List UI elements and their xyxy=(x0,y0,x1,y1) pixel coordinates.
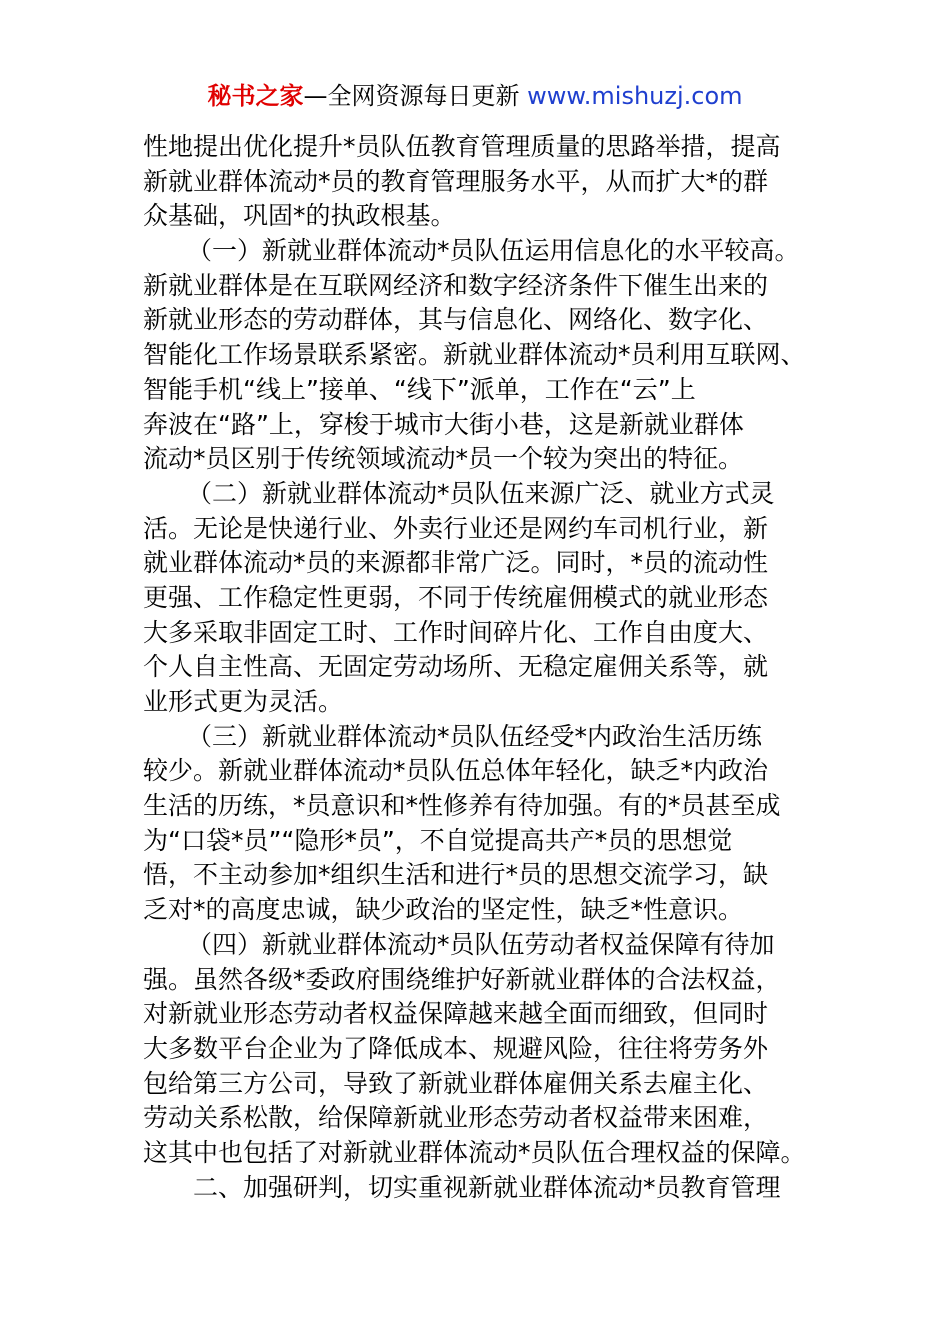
text-line: 对新就业形态劳动者权益保障越来越全面而细致，但同时 xyxy=(143,999,769,1029)
text-line: 新就业群体是在互联网经济和数字经济条件下催生出来的 xyxy=(143,270,769,300)
text-line: 强。虽然各级*委政府围绕维护好新就业群体的合法权益， xyxy=(143,964,781,994)
text-line: 性地提出优化提升*员队伍教育管理质量的思路举措，提高 xyxy=(143,132,781,161)
text-line: 更强、工作稳定性更弱，不同于传统雇佣模式的就业形态 xyxy=(143,582,769,612)
text-line: 新就业形态的劳动群体，其与信息化、网络化、数字化、 xyxy=(143,305,769,335)
text-line: 劳动关系松散，给保障新就业形态劳动者权益带来困难， xyxy=(143,1103,769,1133)
text-line: 众基础，巩固*的执政根基。 xyxy=(143,201,456,231)
text-line: 奔波在“路”上，穿梭于城市大街小巷，这是新就业群体 xyxy=(143,409,744,439)
text-line: 大多采取非固定工时、工作时间碎片化、工作自由度大、 xyxy=(143,617,769,647)
text-line: 包给第三方公司，导致了新就业群体雇佣关系去雇主化、 xyxy=(143,1068,769,1098)
text-line: 智能化工作场景联系紧密。新就业群体流动*员利用互联网、 xyxy=(143,340,806,370)
text-line: 悟，不主动参加*组织生活和进行*员的思想交流学习，缺 xyxy=(143,860,769,890)
text-line: 乏对*的高度忠诚，缺少政治的坚定性，缺乏*性意识。 xyxy=(143,895,744,925)
text-line: 新就业群体流动*员的教育管理服务水平，从而扩大*的群 xyxy=(143,166,769,196)
header-brand: 秘书之家 xyxy=(207,82,304,110)
text-line: 业形式更为灵活。 xyxy=(143,687,344,716)
text-line: 大多数平台企业为了降低成本、规避风险，往往将劳务外 xyxy=(143,1033,769,1063)
text-line: 就业群体流动*员的来源都非常广泛。同时，*员的流动性 xyxy=(143,548,769,578)
text-line: 智能手机“线上”接单、“线下”派单，工作在“云”上 xyxy=(143,374,696,404)
section-heading-1: （一）新就业群体流动*员队伍运用信息化的水平较高。 xyxy=(187,236,800,266)
text-line: 较少。新就业群体流动*员队伍总体年轻化，缺乏*内政治 xyxy=(143,756,769,786)
section-heading-3: （三）新就业群体流动*员队伍经受*内政治生活历练 xyxy=(187,721,763,751)
text-line: 为“口袋*员”“隐形*员”，不自觉提高共产*员的思想觉 xyxy=(143,825,733,855)
text-line: 个人自主性高、无固定劳动场所、无稳定雇佣关系等，就 xyxy=(143,652,769,682)
page-header xyxy=(0,80,950,112)
document-body xyxy=(143,130,813,1205)
text-line: 这其中也包括了对新就业群体流动*员队伍合理权益的保障。 xyxy=(143,1137,806,1167)
header-tagline: —全网资源每日更新 xyxy=(303,82,528,110)
section-heading-2: （二）新就业群体流动*员队伍来源广泛、就业方式灵 xyxy=(187,478,775,508)
section-heading-4: （四）新就业群体流动*员队伍劳动者权益保障有待加 xyxy=(187,929,775,959)
text-line: 活。无论是快递行业、外卖行业还是网约车司机行业，新 xyxy=(143,513,769,543)
header-url[interactable]: www.mishuzj.com xyxy=(527,82,743,110)
text-line: 生活的历练，*员意识和*性修养有待加强。有的*员甚至成 xyxy=(143,791,781,821)
text-line: 流动*员区别于传统领域流动*员一个较为突出的特征。 xyxy=(143,444,744,474)
chapter-heading-2: 二、加强研判，切实重视新就业群体流动*员教育管理 xyxy=(193,1172,781,1202)
